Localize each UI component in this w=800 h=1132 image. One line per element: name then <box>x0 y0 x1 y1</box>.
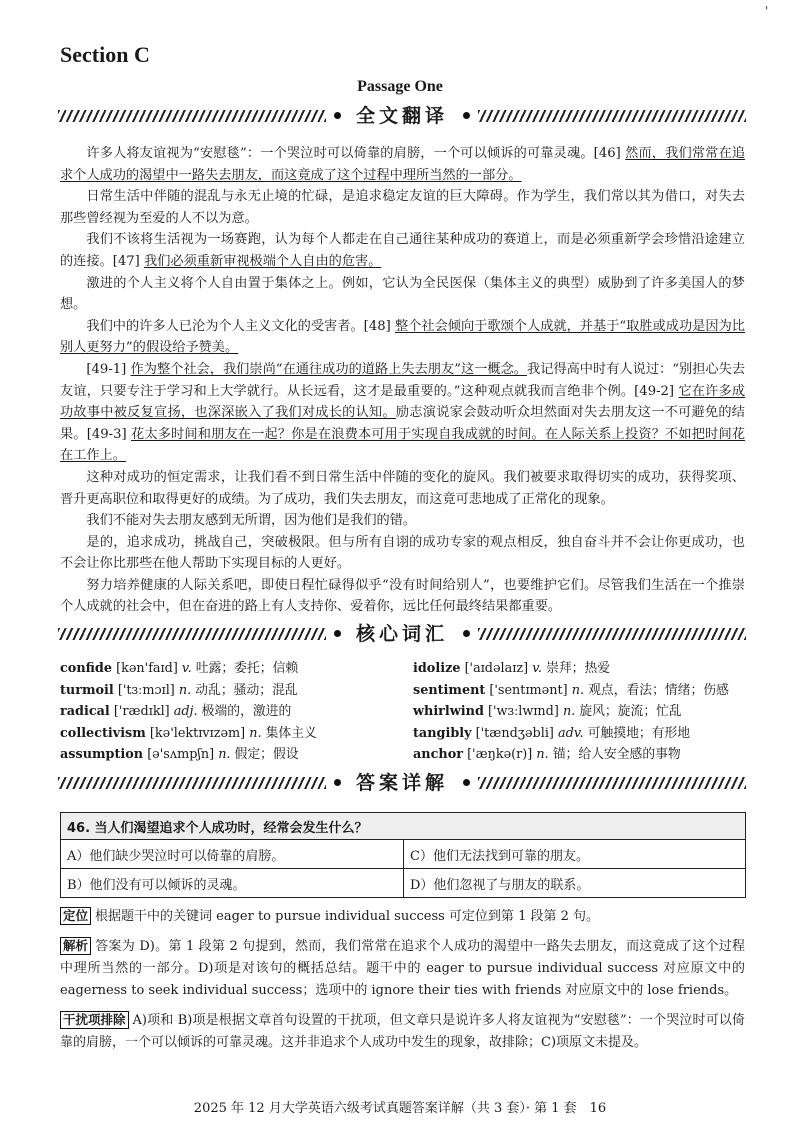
paragraph: 是的，追求成功，挑战自己，突破极限。但与所有自诩的成功专家的观点相反，独自奋斗并不会让你更成功，也不会让你比那些在他人帮助下实现目标的人更好。 <box>60 534 745 572</box>
vocab-entry: tangibly ['tændʒəbli] adv. 可触摸地；有形地 <box>413 725 691 741</box>
paragraph: 我们中的许多人已沦为个人主义文化的受害者。[48] 整个社会倾向于歌颂个人成就，并基于“取胜或成功是因为比别人更努力”的假设给予赞美。 <box>60 318 745 356</box>
page-footer: 2025 年 12 月大学英语六级考试真题答案详解（共 3 套）· 第 1 套 16 <box>193 1101 607 1116</box>
underlined-sentence: 然而，我们常常在追求个人成功的渴望中一路失去朋友，而这竟成了这个过程中理所当然的一部分。 <box>60 146 746 183</box>
distractor-paragraph: 干扰项排除 A)项和 B)项是根据文章首句设置的干扰项，但文章只是说许多人将友谊视为“安慰毯”：一个哭泣时可以倚靠的肩膀，一个可以倾诉的可靠灵魂。这并非追求个人成功中发生的现象，故排除；C)项原文未提及。 <box>60 1012 745 1050</box>
underlined-sentence: 作为整个社会，我们崇尚“在通往成功的道路上失去朋友”这一概念。 <box>130 361 527 377</box>
paragraph: 这种对成功的恒定需求，让我们看不到日常生活中伴随的变化的旋风。我们被要求取得切实的成功，获得奖项、晋升更高职位和取得更好的成绩。为了成功，我们失去朋友，而这竟可悲地成了正常化的现象。 <box>60 469 745 507</box>
vocab-entry: idolize ['aɪdəlaɪz] v. 崇拜；热爱 <box>413 661 611 676</box>
locate-paragraph: 定位 根据题干中的关键词 eager to pursue individual success 可定位到第 1 段第 2 句。 <box>60 906 745 928</box>
section-title: Section C <box>60 42 150 67</box>
vocab-entry: turmoil ['tɜːmɔɪl] n. 动乱；骚动；混乱 <box>60 682 298 698</box>
answers-heading-band <box>58 771 746 795</box>
explain-tag: 解析 <box>60 937 91 955</box>
distractor-tag: 干扰项排除 <box>60 1011 129 1029</box>
hatch-decoration <box>478 628 746 640</box>
paragraph: [49-1] 作为整个社会，我们崇尚“在通往成功的道路上失去朋友”这一概念。我记得高中时有人说过：“别担心失去友谊，只要专注于学习和上大学就行。从长远看，这才是最重要的。”这种观点就我而言绝非个例。[49-2] 它在许多成功故事中被反复宣扬，也深深嵌入了我们对成长的认知。励志演说家会鼓动听众坦然面对失去朋友这一不可避免的结果。[49-3] 花太多时间和朋友在一起？你是在浪费本可用于实现自我成就的时间。在人际关系上投资？不如把时间花在工作上。 <box>60 361 746 464</box>
vocab-entry: radical ['rædɪkl] adj. 极端的，激进的 <box>60 704 292 720</box>
paragraph: 日常生活中伴随的混乱与永无止境的忙碌，是追求稳定友谊的巨大障碍。作为学生，我们常以其为借口，对失去那些曾经视为至爱的人不以为意。 <box>60 189 745 226</box>
answers-heading: 答案详解 <box>355 772 448 794</box>
hatch-decoration <box>478 777 746 789</box>
option-c: C）他们无法找到可靠的朋友。 <box>404 840 746 869</box>
paragraph: 我们不能对失去朋友感到无所谓，因为他们是我们的错。 <box>86 513 417 529</box>
bullet-icon <box>463 112 470 119</box>
bullet-icon <box>334 112 341 119</box>
translation-body <box>60 143 745 618</box>
option-d: D）他们忽视了与朋友的联系。 <box>404 869 746 898</box>
vocab-entry: anchor ['æŋkə(r)] n. 锚；给人安全感的事物 <box>413 747 681 763</box>
question-stem: 46. 当人们渴望追求个人成功时，经常会发生什么？ <box>61 813 746 840</box>
hatch-decoration <box>58 110 326 122</box>
bullet-icon <box>334 630 341 637</box>
vocab-heading-band <box>58 622 746 646</box>
vocab-entry: whirlwind ['wɜːlwɪnd] n. 旋风；旋流；忙乱 <box>413 704 682 720</box>
hatch-decoration <box>58 777 326 789</box>
underlined-sentence: 花太多时间和朋友在一起？你是在浪费本可用于实现自我成就的时间。在人际关系上投资？不如把时间花在工作上。 <box>60 426 746 464</box>
paragraph: 我们不该将生活视为一场赛跑，认为每个人都走在自己通往某种成功的赛道上，而是必须重新学会珍惜沿途建立的连接。[47] 我们必须重新审视极端个人自由的危害。 <box>60 232 745 269</box>
analysis-section <box>60 906 745 1054</box>
bullet-icon <box>334 779 341 786</box>
locate-tag: 定位 <box>60 907 91 925</box>
underlined-sentence: 它在许多成功故事中被反复宣扬，也深深嵌入了我们对成长的认知。 <box>60 383 746 421</box>
vocab-entry: collectivism [kə'lektɪvɪzəm] n. 集体主义 <box>60 725 317 741</box>
explain-paragraph: 解析 答案为 D)。第 1 段第 2 句提到，然而，我们常常在追求个人成功的渴望中一路失去朋友，而这竟成了这个过程中理所当然的一部分。D)项是对该句的概括总结。题干中的 eager to pursue individual success 对应原文中的 eagerness to seek individual success；选项中的 ignore their ties with friends 对应原文中的 lose friends。 <box>60 938 745 998</box>
hatch-decoration <box>478 110 746 122</box>
vocab-heading: 核心词汇 <box>355 623 448 645</box>
underlined-sentence: 我们必须重新审视极端个人自由的危害。 <box>144 253 382 269</box>
underlined-sentence: 整个社会倾向于歌颂个人成就，并基于“取胜或成功是因为比别人更努力”的假设给予赞美。 <box>60 318 745 356</box>
hatch-decoration <box>58 628 326 640</box>
corner-mark: ' <box>765 4 769 18</box>
passage-title: Passage One <box>357 78 443 95</box>
bullet-icon <box>463 779 470 786</box>
vocab-entry: sentiment ['sentɪmənt] n. 观点，看法；情绪；伤感 <box>413 682 729 698</box>
option-a: A）他们缺少哭泣时可以倚靠的肩膀。 <box>61 840 404 869</box>
paragraph: 努力培养健康的人际关系吧，即使日程忙碌得似乎“没有时间给别人”，也要维护它们。尽管我们生活在一个推崇个人成就的社会中，但在奋进的路上有人支持你、爱着你，远比任何最终结果都重要。 <box>60 577 745 615</box>
vocab-entry: assumption [ə'sʌmpʃn] n. 假定；假设 <box>60 747 299 763</box>
paragraph: 激进的个人主义将个人自由置于集体之上。例如，它认为全民医保（集体主义的典型）威胁到了许多美国人的梦想。 <box>60 275 745 313</box>
bullet-icon <box>463 630 470 637</box>
question-table <box>60 812 746 898</box>
vocab-column-right <box>413 658 753 766</box>
translation-heading: 全文翻译 <box>355 105 448 127</box>
vocab-column-left <box>60 658 400 766</box>
option-b: B）他们没有可以倾诉的灵魂。 <box>61 869 404 898</box>
paragraph: 许多人将友谊视为“安慰毯”：一个哭泣时可以倚靠的肩膀，一个可以倾诉的可靠灵魂。[46] 然而，我们常常在追求个人成功的渴望中一路失去朋友，而这竟成了这个过程中理所当然的一部分。 <box>60 146 746 183</box>
translation-heading-band <box>58 104 746 128</box>
vocab-entry: confide [kən'faɪd] v. 吐露；委托；信赖 <box>60 661 299 676</box>
